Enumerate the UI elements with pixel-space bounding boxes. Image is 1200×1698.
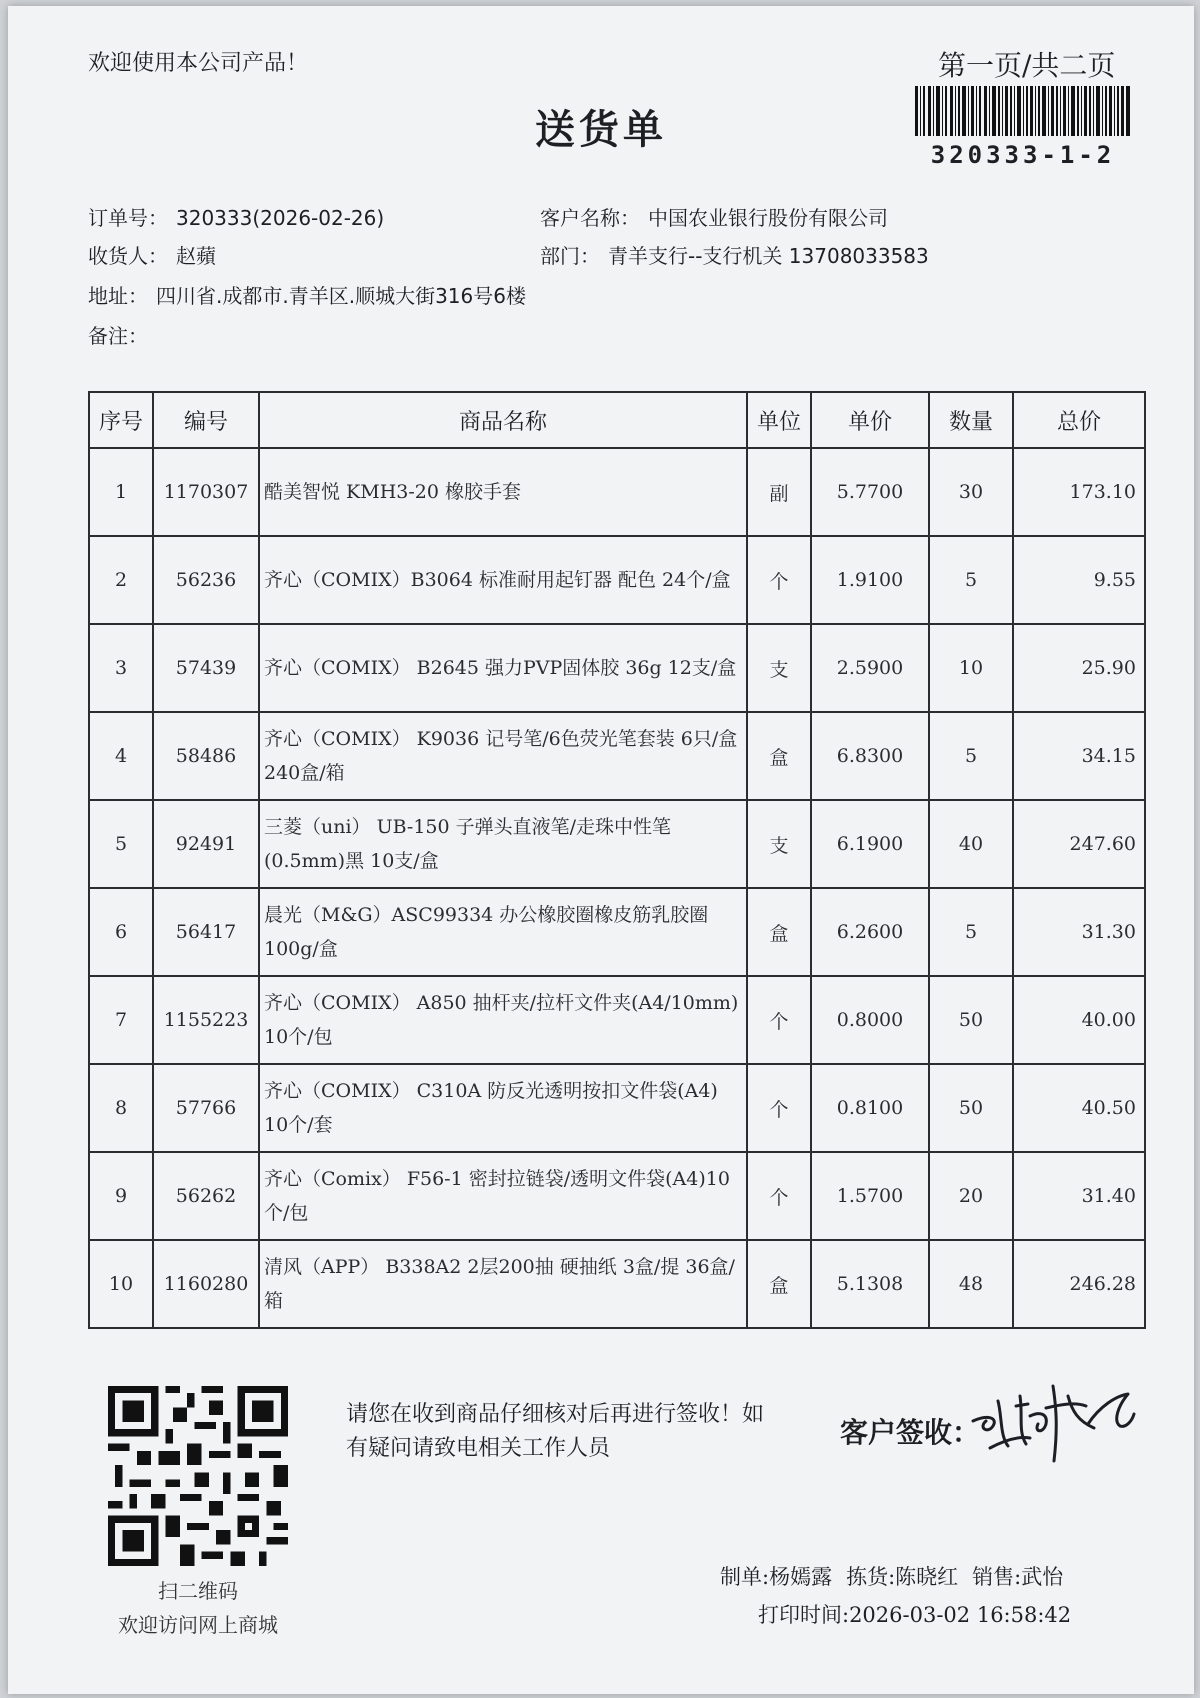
- barcode-number: 320333-1-2: [930, 141, 1116, 169]
- cell-name: 酷美智悦 KMH3-20 橡胶手套: [259, 448, 747, 536]
- header-price: 单价: [811, 392, 929, 448]
- cell-unit: 个: [747, 1064, 811, 1152]
- cell-price: 6.1900: [811, 800, 929, 888]
- table-row: [89, 712, 1145, 800]
- cell-total: 31.40: [1013, 1152, 1145, 1240]
- cell-code: 57766: [153, 1064, 259, 1152]
- cell-seq: 4: [89, 712, 153, 800]
- document-title: 送货单: [535, 107, 667, 153]
- cell-code: 1160280: [153, 1240, 259, 1328]
- header-unit: 单位: [747, 392, 811, 448]
- table-row: [89, 1152, 1145, 1240]
- cell-total: 247.60: [1013, 800, 1145, 888]
- maker-text: 制单:杨嫣露: [720, 1565, 833, 1589]
- cell-price: 1.5700: [811, 1152, 929, 1240]
- customer-value: 中国农业银行股份有限公司: [648, 206, 888, 230]
- print-time: 打印时间:2026-03-02 16:58:42: [758, 1603, 1072, 1627]
- cell-total: 40.00: [1013, 976, 1145, 1064]
- cell-price: 5.1308: [811, 1240, 929, 1328]
- cell-seq: 2: [89, 536, 153, 624]
- cell-price: 6.8300: [811, 712, 929, 800]
- header-name: 商品名称: [259, 392, 747, 448]
- cell-seq: 8: [89, 1064, 153, 1152]
- cell-name: 齐心（COMIX）B3064 标准耐用起钉器 配色 24个/盒: [259, 536, 747, 624]
- header-qty: 数量: [929, 392, 1013, 448]
- receiver-row: [88, 240, 216, 269]
- cell-unit: 副: [747, 448, 811, 536]
- cell-total: 246.28: [1013, 1240, 1145, 1328]
- cell-name: 齐心（COMIX） C310A 防反光透明按扣文件袋(A4) 10个/套: [259, 1064, 747, 1152]
- welcome-text: 欢迎使用本公司产品！: [88, 51, 309, 76]
- qr-code-icon: [108, 1386, 288, 1566]
- cell-qty: 50: [929, 1064, 1013, 1152]
- cell-name: 清风（APP） B338A2 2层200抽 硬抽纸 3盒/提 36盒/箱: [259, 1240, 747, 1328]
- cell-name: 齐心（COMIX） B2645 强力PVP固体胶 36g 12支/盒: [259, 624, 747, 712]
- cell-unit: 盒: [747, 712, 811, 800]
- order-number-label: 订单号：: [88, 206, 168, 230]
- qr-caption-line2: 欢迎访问网上商城: [118, 1613, 278, 1637]
- cell-total: 9.55: [1013, 536, 1145, 624]
- customer-row: [540, 202, 888, 231]
- cell-qty: 5: [929, 536, 1013, 624]
- staff-line: [720, 1561, 1077, 1591]
- cell-seq: 1: [89, 448, 153, 536]
- cell-qty: 30: [929, 448, 1013, 536]
- department-label: 部门：: [540, 244, 600, 268]
- cell-price: 0.8000: [811, 976, 929, 1064]
- remark-label: 备注：: [88, 324, 148, 348]
- page-indicator: 第一页/共二页: [938, 49, 1116, 82]
- cell-qty: 40: [929, 800, 1013, 888]
- cell-total: 40.50: [1013, 1064, 1145, 1152]
- cell-unit: 支: [747, 800, 811, 888]
- table-row: [89, 536, 1145, 624]
- cell-total: 25.90: [1013, 624, 1145, 712]
- order-number-value: 320333(2026-02-26): [176, 206, 385, 230]
- address-row: [88, 280, 526, 309]
- cell-name: 齐心（COMIX） K9036 记号笔/6色荧光笔套装 6只/盒 240盒/箱: [259, 712, 747, 800]
- table-row: [89, 624, 1145, 712]
- cell-total: 31.30: [1013, 888, 1145, 976]
- address-label: 地址：: [88, 284, 148, 308]
- receipt-notice: 请您在收到商品仔细核对后再进行签收！如有疑问请致电相关工作人员: [346, 1402, 765, 1461]
- cell-code: 56417: [153, 888, 259, 976]
- cell-total: 34.15: [1013, 712, 1145, 800]
- address-value: 四川省.成都市.青羊区.顺城大街316号6楼: [156, 284, 526, 308]
- remark-row: [88, 320, 156, 349]
- cell-price: 1.9100: [811, 536, 929, 624]
- cell-unit: 个: [747, 1152, 811, 1240]
- cell-price: 5.7700: [811, 448, 929, 536]
- items-table: [88, 391, 1146, 1329]
- cell-name: 三菱（uni） UB-150 子弹头直液笔/走珠中性笔(0.5mm)黑 10支/盒: [259, 800, 747, 888]
- sales-text: 销售:武怡: [972, 1565, 1064, 1589]
- cell-price: 2.5900: [811, 624, 929, 712]
- cell-seq: 9: [89, 1152, 153, 1240]
- table-row: [89, 448, 1145, 536]
- header-code: 编号: [153, 392, 259, 448]
- table-row: [89, 976, 1145, 1064]
- cell-seq: 10: [89, 1240, 153, 1328]
- cell-qty: 5: [929, 888, 1013, 976]
- cell-code: 92491: [153, 800, 259, 888]
- cell-unit: 个: [747, 536, 811, 624]
- customer-sign-label: 客户签收：: [840, 1416, 981, 1449]
- table-row: [89, 1240, 1145, 1328]
- handwritten-signature-icon: [968, 1366, 1138, 1466]
- receiver-value: 赵蘋: [176, 244, 216, 268]
- cell-qty: 48: [929, 1240, 1013, 1328]
- barcode-icon: [915, 86, 1130, 136]
- qr-caption-line1: 扫二维码: [158, 1579, 238, 1603]
- cell-seq: 3: [89, 624, 153, 712]
- table-row: [89, 888, 1145, 976]
- cell-total: 173.10: [1013, 448, 1145, 536]
- cell-unit: 支: [747, 624, 811, 712]
- cell-name: 齐心（Comix） F56-1 密封拉链袋/透明文件袋(A4)10个/包: [259, 1152, 747, 1240]
- cell-name: 晨光（M&G）ASC99334 办公橡胶圈橡皮筋乳胶圈100g/盒: [259, 888, 747, 976]
- cell-code: 1170307: [153, 448, 259, 536]
- cell-qty: 5: [929, 712, 1013, 800]
- cell-qty: 20: [929, 1152, 1013, 1240]
- cell-code: 56236: [153, 536, 259, 624]
- table-header-row: [89, 392, 1145, 448]
- cell-unit: 盒: [747, 888, 811, 976]
- cell-qty: 10: [929, 624, 1013, 712]
- cell-code: 56262: [153, 1152, 259, 1240]
- customer-label: 客户名称：: [540, 206, 640, 230]
- table-row: [89, 1064, 1145, 1152]
- cell-seq: 5: [89, 800, 153, 888]
- delivery-note-sheet: [8, 6, 1194, 1694]
- cell-name: 齐心（COMIX） A850 抽杆夹/拉杆文件夹(A4/10mm) 10个/包: [259, 976, 747, 1064]
- cell-unit: 盒: [747, 1240, 811, 1328]
- cell-unit: 个: [747, 976, 811, 1064]
- qr-caption: [68, 1574, 328, 1642]
- department-value: 青羊支行--支行机关 13708033583: [608, 244, 929, 268]
- cell-code: 57439: [153, 624, 259, 712]
- cell-price: 6.2600: [811, 888, 929, 976]
- cell-seq: 6: [89, 888, 153, 976]
- picker-text: 拣货:陈晓红: [846, 1565, 959, 1589]
- cell-price: 0.8100: [811, 1064, 929, 1152]
- header-seq: 序号: [89, 392, 153, 448]
- cell-seq: 7: [89, 976, 153, 1064]
- order-number-row: [88, 202, 384, 231]
- cell-code: 58486: [153, 712, 259, 800]
- department-row: [540, 240, 929, 269]
- header-total: 总价: [1013, 392, 1145, 448]
- table-row: [89, 800, 1145, 888]
- cell-code: 1155223: [153, 976, 259, 1064]
- cell-qty: 50: [929, 976, 1013, 1064]
- receiver-label: 收货人：: [88, 244, 168, 268]
